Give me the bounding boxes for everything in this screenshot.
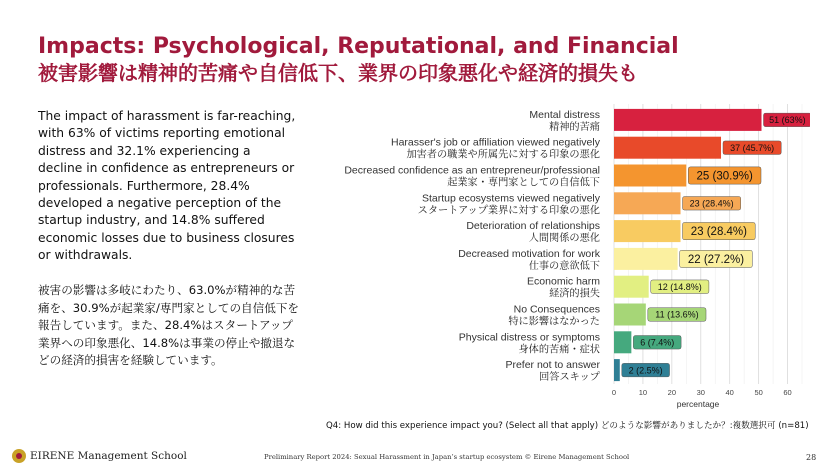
category-label-en: Startup ecosystems viewed negatively (421, 192, 600, 205)
logo (12, 449, 187, 463)
category-label-ja: 経済的損失 (549, 288, 600, 300)
category-label-ja: 身体的苦痛・症状 (518, 344, 600, 356)
category-label-en: Economic harm (527, 275, 600, 288)
bar (614, 331, 631, 353)
x-tick-label: 30 (696, 388, 705, 397)
data-label: 23 (28.4%) (690, 226, 748, 239)
logo-icon (12, 449, 26, 463)
data-label: 51 (63%) (769, 115, 806, 126)
data-label: 37 (45.7%) (730, 142, 775, 153)
category-label-en: Decreased motivation for work (458, 247, 600, 260)
footer-note: Preliminary Report 2024: Sexual Harassment in Japan’s startup ecosystem © Eirene Management School (264, 453, 630, 461)
bar (614, 248, 678, 270)
title-english: Impacts: Psychological, Reputational, and Financial (38, 34, 679, 59)
category-label-en: Harasser's job or affiliation viewed negatively (390, 136, 600, 149)
category-label-ja: 仕事の意欲低下 (528, 260, 600, 272)
body-text-english: The impact of harassment is far-reaching, with 63% of victims reporting emotional distress and 32.1% experiencing a decline in confidence as entrepreneurs or professionals. Furthermore, 28.4% developed a negative perception of the startup industry, and 14.8% suffered economic losses due to business closures or withdrawals. (38, 109, 296, 263)
data-label: 23 (28.4%) (689, 198, 734, 209)
category-label-ja: 精神的苦痛 (549, 121, 600, 133)
data-label: 6 (7.4%) (640, 337, 675, 348)
category-label-en: Deterioration of relationships (466, 220, 600, 233)
bar (614, 137, 721, 159)
category-label-ja: 加害者の職業や所属先に対する印象の悪化 (406, 149, 600, 161)
logo-text: EIRENE Management School (30, 450, 187, 462)
category-label-ja: 起業家・専門家としての自信低下 (447, 177, 600, 189)
data-label: 2 (2.5%) (628, 365, 663, 376)
bar (614, 359, 620, 381)
category-label-ja: 特に影響はなかった (508, 316, 600, 328)
category-label-ja: スタートアップ業界に対する印象の悪化 (417, 205, 600, 217)
x-tick-label: 50 (754, 388, 763, 397)
x-tick-label: 10 (638, 388, 648, 397)
data-label: 11 (13.6%) (655, 309, 699, 320)
x-tick-label: 0 (611, 388, 617, 397)
category-label-ja: 人間関係の悪化 (528, 233, 600, 245)
category-label-ja: 回答スキップ (539, 372, 600, 384)
bar (614, 109, 762, 131)
title-japanese: 被害影響は精神的苦痛や自信低下、業界の印象悪化や経済的損失も (38, 61, 638, 85)
bar (614, 220, 681, 242)
bar (614, 192, 681, 214)
category-label-en: Prefer not to answer (505, 359, 600, 372)
data-label: 22 (27.2%) (687, 253, 745, 266)
category-label-en: Decreased confidence as an entrepreneur/professional (344, 164, 600, 177)
footer (0, 446, 840, 473)
category-label-en: Mental distress (529, 108, 600, 121)
body-text-japanese: 被害の影響は多岐にわたり、63.0%が精神的な苦痛を、30.9%が起業家/専門家としての自信低下を報告しています。また、28.4%はスタートアップ業界への印象悪化、14.8%は事業の停止や撤退などの経済的損害を経験しています。 (38, 283, 300, 368)
bar (614, 304, 646, 326)
x-axis-title: percentage (676, 399, 720, 409)
category-label-en: Physical distress or symptoms (458, 331, 600, 344)
x-tick-label: 20 (667, 388, 677, 397)
data-label: 12 (14.8%) (657, 281, 702, 292)
category-label-en: No Consequences (513, 303, 600, 316)
x-tick-label: 40 (725, 388, 734, 397)
impact-bar-chart (300, 100, 810, 420)
bar (614, 165, 686, 187)
chart-caption: Q4: How did this experience impact you? (Select all that apply) どのような影響がありましたか？:複数選択可 (n=81) (326, 421, 809, 431)
slide-title (38, 34, 679, 86)
x-tick-label: 60 (783, 388, 792, 397)
data-label: 25 (30.9%) (696, 170, 753, 183)
page-number: 28 (806, 453, 817, 462)
bar (614, 276, 649, 298)
